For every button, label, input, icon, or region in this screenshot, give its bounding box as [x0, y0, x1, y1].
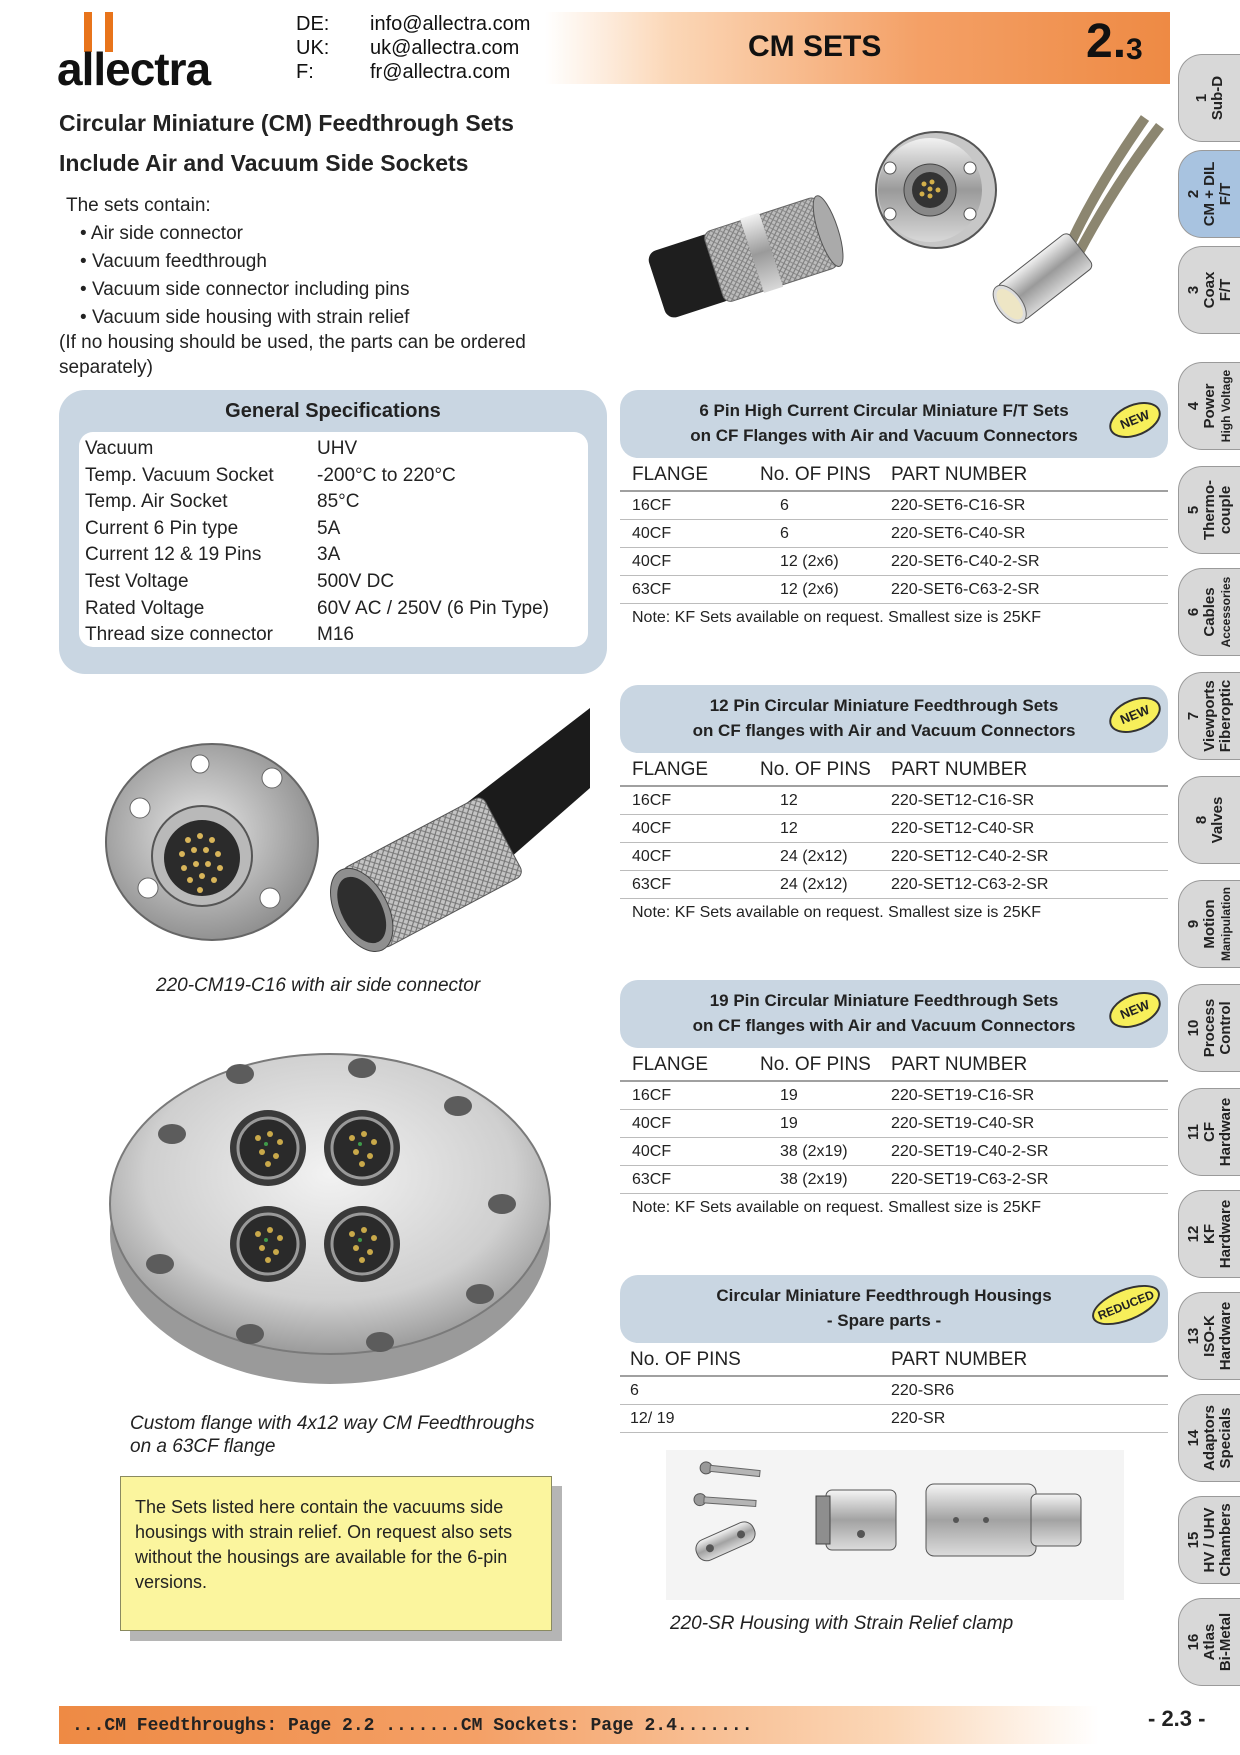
cell-part: 220-SET12-C40-SR: [891, 819, 1035, 837]
col-pins: No. OF PINS: [760, 1054, 871, 1075]
spec-row: [85, 489, 588, 516]
cell-pins: 38 (2x19): [780, 1170, 848, 1188]
col-part: PART NUMBER: [891, 1054, 1028, 1075]
section-number-major: 2.: [1086, 15, 1127, 68]
table-row: [620, 1377, 1168, 1405]
spec-value: -200°C to 220°C: [317, 464, 456, 486]
cell-part: 220-SET6-C63-2-SR: [891, 580, 1040, 598]
contact-email[interactable]: fr@allectra.com: [370, 61, 511, 83]
side-tab-coax[interactable]: [1178, 246, 1240, 334]
tab-number: 9: [1184, 919, 1202, 929]
table-row: [620, 1405, 1168, 1433]
cell-flange: 40CF: [632, 1142, 672, 1160]
allectra-logo: [57, 12, 257, 95]
intro-note: (If no housing should be used, the parts can be ordered separately): [59, 332, 526, 378]
spec-row: [85, 622, 588, 649]
tab-title: Process: [1200, 998, 1218, 1058]
tab-number: 7: [1184, 711, 1202, 721]
tab-title: Cables: [1200, 587, 1218, 637]
cell-pins: 38 (2x19): [780, 1142, 848, 1160]
side-tab-process-control[interactable]: [1178, 984, 1240, 1072]
side-tab-sub-d[interactable]: [1178, 54, 1240, 142]
spec-value: UHV: [317, 438, 358, 459]
specs-title: General Specifications: [225, 400, 441, 422]
tab-label: [1186, 887, 1234, 961]
tab-number: 13: [1184, 1327, 1202, 1345]
table-title-line: 6 Pin High Current Circular Miniature F/T Sets: [699, 401, 1069, 420]
table-row: [620, 1082, 1168, 1110]
tab-label: [1186, 162, 1234, 227]
table-header-row: [620, 1048, 1168, 1082]
table-row: [620, 1110, 1168, 1138]
table-row: [620, 576, 1168, 604]
contact-label: UK:: [296, 37, 330, 59]
tab-label: [1186, 272, 1234, 309]
side-tab-cf-hardware[interactable]: [1178, 1088, 1240, 1176]
cell-flange: 40CF: [632, 819, 672, 837]
side-tab-adaptors[interactable]: [1178, 1394, 1240, 1482]
contact-de: [296, 12, 530, 36]
table-row: [620, 843, 1168, 871]
tab-subtitle: Hardware: [1216, 1199, 1234, 1269]
tab-subtitle: couple: [1216, 485, 1234, 535]
col-part: PART NUMBER: [891, 759, 1028, 780]
cell-flange: 63CF: [632, 875, 672, 893]
col-pins: No. OF PINS: [760, 464, 871, 485]
table-title-line: on CF Flanges with Air and Vacuum Connectors: [690, 426, 1078, 445]
kf-note: Note: KF Sets available on request. Smallest size is 25KF: [632, 1199, 1042, 1216]
tab-subtitle: Specials: [1216, 1407, 1234, 1469]
side-tab-chambers[interactable]: [1178, 1496, 1240, 1584]
spec-row: [85, 596, 588, 623]
tab-number: 15: [1184, 1531, 1202, 1549]
cm-set-photo: [640, 108, 1170, 348]
caption-line: Custom flange with 4x12 way CM Feedthroughs: [130, 1413, 535, 1434]
cell-pins: 6: [780, 496, 789, 514]
cell-part: 220-SET6-C16-SR: [891, 496, 1026, 514]
cell-part: 220-SR: [891, 1409, 946, 1427]
table-row: [620, 1138, 1168, 1166]
table-title-line: 12 Pin Circular Miniature Feedthrough Sets: [709, 696, 1059, 715]
section-title: CM SETS: [748, 30, 882, 63]
col-flange: FLANGE: [632, 1054, 709, 1075]
tab-title: Sub-D: [1208, 75, 1226, 121]
cell-pins: 12: [780, 819, 798, 837]
contact-fr: [296, 60, 530, 84]
general-specifications-panel: [59, 390, 607, 674]
page-title-line2: Include Air and Vacuum Side Sockets: [59, 150, 469, 176]
table-title-line: on CF flanges with Air and Vacuum Connectors: [692, 1016, 1076, 1035]
tab-title: Adaptors: [1200, 1405, 1218, 1471]
table-header-row: [620, 753, 1168, 787]
table-housings: [620, 1343, 1168, 1433]
cell-pins: 6: [630, 1381, 639, 1399]
caption-line: on a 63CF flange: [130, 1436, 276, 1457]
intro-lead: The sets contain:: [66, 195, 211, 216]
tab-title: Atlas: [1200, 1623, 1218, 1661]
cell-pins: 24 (2x12): [780, 875, 848, 893]
col-flange: FLANGE: [632, 759, 709, 780]
cell-flange: 16CF: [632, 791, 672, 809]
new-badge: NEW: [1104, 395, 1166, 445]
tab-title: KF: [1200, 1224, 1218, 1244]
side-tab-kf-hardware[interactable]: [1178, 1190, 1240, 1278]
table-housings-header: [620, 1275, 1168, 1343]
custom-flange-photo: [100, 1024, 560, 1408]
intro-bullets: [80, 220, 410, 332]
table-row: [620, 871, 1168, 899]
tab-label: [1186, 1405, 1234, 1471]
table-title: [620, 1283, 1168, 1333]
cm19-flange-illustration: [100, 708, 590, 970]
col-part: PART NUMBER: [891, 464, 1028, 485]
housing-illustration: [666, 1450, 1124, 1600]
section-number: [1086, 14, 1143, 69]
tab-number: 2: [1184, 189, 1202, 199]
tab-number: 1: [1192, 93, 1210, 103]
table-row: [620, 1166, 1168, 1194]
tab-label: [1186, 1098, 1234, 1166]
contact-email[interactable]: info@allectra.com: [370, 13, 531, 35]
tab-number: 4: [1184, 401, 1202, 411]
spec-key: Thread size connector: [85, 624, 273, 646]
list-item: • Vacuum side housing with strain relief: [80, 304, 410, 332]
tab-number: 12: [1184, 1225, 1202, 1243]
cell-flange: 40CF: [632, 1114, 672, 1132]
table-row: [620, 520, 1168, 548]
table-title: [620, 693, 1168, 743]
cell-pins: 12 (2x6): [780, 580, 839, 598]
tab-number: 14: [1184, 1429, 1202, 1447]
tab-number: 3: [1184, 285, 1202, 295]
table-12pin-header: [620, 685, 1168, 753]
table-6pin-header: [620, 390, 1168, 458]
table-header-row: [620, 1343, 1168, 1377]
tab-subtitle: F/T: [1216, 182, 1234, 206]
cell-pins: 19: [780, 1086, 798, 1104]
custom-flange-illustration: [100, 1024, 560, 1408]
tab-title: ISO-K: [1200, 1315, 1218, 1357]
tab-subtitle: Hardware: [1216, 1301, 1234, 1371]
cell-part: 220-SET6-C40-SR: [891, 524, 1026, 542]
new-badge: NEW: [1104, 690, 1166, 740]
spec-value: M16: [317, 624, 354, 646]
col-pins: No. OF PINS: [760, 759, 871, 780]
col-flange: FLANGE: [632, 464, 709, 485]
table-title-line: on CF flanges with Air and Vacuum Connectors: [692, 721, 1076, 740]
cm19-photo-caption: 220-CM19-C16 with air side connector: [156, 975, 481, 996]
logo-text: allectra: [57, 43, 211, 95]
table-19pin-header: [620, 980, 1168, 1048]
cell-part: 220-SET19-C40-2-SR: [891, 1142, 1049, 1160]
cell-flange: 63CF: [632, 580, 672, 598]
spec-value: 5A: [317, 517, 341, 539]
tab-label: [1186, 480, 1234, 540]
spec-key: Current 12 & 19 Pins: [85, 544, 262, 566]
table-title: [620, 988, 1168, 1038]
side-tab-motion[interactable]: [1178, 880, 1240, 968]
table-title: [620, 398, 1168, 448]
footer-cross-references[interactable]: ...CM Feedthroughs: Page 2.2 .......CM Sockets: Page 2.4.......: [72, 1716, 753, 1736]
tab-subtitle: Accessories: [1218, 576, 1233, 648]
contact-label: DE:: [296, 13, 330, 35]
cell-part: 220-SET19-C63-2-SR: [891, 1170, 1049, 1188]
custom-flange-caption: [130, 1412, 534, 1458]
tab-title: Thermo-: [1200, 480, 1218, 540]
tab-title: Coax: [1200, 271, 1218, 309]
page-number: - 2.3 -: [1148, 1706, 1206, 1731]
specs-table: [79, 432, 588, 647]
cm19-flange-photo: [100, 708, 590, 970]
spec-key: Temp. Vacuum Socket: [85, 464, 274, 486]
spec-key: Vacuum: [85, 438, 154, 459]
tab-label: [1186, 1302, 1234, 1370]
cell-flange: 16CF: [632, 496, 672, 514]
tab-label: [1194, 76, 1226, 120]
table-row: [620, 815, 1168, 843]
tab-label: [1186, 680, 1234, 753]
housing-caption: 220-SR Housing with Strain Relief clamp: [670, 1613, 1014, 1634]
tab-label: [1186, 999, 1234, 1057]
tab-number: 11: [1184, 1124, 1202, 1140]
spec-row: [85, 436, 588, 463]
cell-pins: 24 (2x12): [780, 847, 848, 865]
housing-photo: [666, 1450, 1124, 1600]
side-tab-valves[interactable]: [1178, 776, 1240, 864]
cell-pins: 12: [780, 791, 798, 809]
tab-subtitle: F/T: [1216, 278, 1234, 302]
spec-row: [85, 516, 588, 543]
col-pins: No. OF PINS: [630, 1349, 741, 1370]
spec-key: Rated Voltage: [85, 597, 205, 619]
cell-flange: 40CF: [632, 524, 672, 542]
side-tab-power[interactable]: [1178, 362, 1240, 450]
spec-row: [85, 569, 588, 596]
col-part: PART NUMBER: [891, 1349, 1028, 1370]
tab-label: [1194, 797, 1226, 844]
tab-label: [1186, 1613, 1234, 1671]
tab-subtitle: Chambers: [1216, 1503, 1234, 1577]
contact-email[interactable]: uk@allectra.com: [370, 37, 520, 59]
tab-number: 6: [1184, 607, 1202, 617]
side-tab-viewports[interactable]: [1178, 672, 1240, 760]
tab-number: 16: [1184, 1633, 1202, 1651]
table-header-row: [620, 458, 1168, 492]
cell-pins: 19: [780, 1114, 798, 1132]
tab-subtitle: Control: [1216, 1001, 1234, 1055]
table-6pin: [620, 458, 1168, 632]
side-tab-atlas[interactable]: [1178, 1598, 1240, 1686]
reduced-badge: REDUCED: [1087, 1277, 1166, 1334]
tab-title: Valves: [1208, 796, 1226, 844]
cell-part: 220-SR6: [891, 1381, 955, 1399]
page-title-line1: Circular Miniature (CM) Feedthrough Sets: [59, 110, 514, 136]
table-title-line: - Spare parts -: [826, 1311, 942, 1330]
side-tab-iso-k[interactable]: [1178, 1292, 1240, 1380]
tab-title: Power: [1200, 383, 1218, 429]
tab-label: [1186, 1200, 1234, 1268]
cell-part: 220-SET19-C40-SR: [891, 1114, 1035, 1132]
contact-list: [296, 12, 530, 84]
list-item: • Vacuum side connector including pins: [80, 276, 410, 304]
table-title-line: 19 Pin Circular Miniature Feedthrough Sets: [709, 991, 1059, 1010]
table-12pin: [620, 753, 1168, 927]
new-badge: NEW: [1104, 985, 1166, 1035]
tab-title: CM + DIL: [1200, 161, 1218, 227]
tab-title: Motion: [1200, 899, 1218, 949]
tab-title: Viewports: [1200, 680, 1218, 752]
spec-key: Test Voltage: [85, 570, 189, 592]
tab-number: 8: [1192, 815, 1210, 825]
spec-value: 3A: [317, 544, 341, 566]
cell-part: 220-SET12-C63-2-SR: [891, 875, 1049, 893]
tab-subtitle: Manipulation: [1218, 887, 1233, 961]
kf-note: Note: KF Sets available on request. Smallest size is 25KF: [632, 609, 1042, 626]
tab-subtitle: Bi-Metal: [1216, 1612, 1234, 1672]
spec-row: [85, 463, 588, 490]
contact-uk: [296, 36, 530, 60]
tab-subtitle: Hardware: [1216, 1097, 1234, 1167]
tab-label: [1186, 370, 1234, 442]
table-19pin: [620, 1048, 1168, 1222]
cell-part: 220-SET12-C16-SR: [891, 791, 1035, 809]
cell-flange: 40CF: [632, 847, 672, 865]
cm-set-illustration: [640, 108, 1170, 348]
contact-label: F:: [296, 61, 314, 83]
spec-key: Current 6 Pin type: [85, 517, 239, 539]
table-title-line: Circular Miniature Feedthrough Housings: [716, 1286, 1052, 1305]
table-row: [620, 787, 1168, 815]
tab-title: CF: [1200, 1122, 1218, 1142]
side-tab-thermocouple[interactable]: [1178, 466, 1240, 554]
table-row: [620, 548, 1168, 576]
tab-number: 5: [1184, 505, 1202, 515]
tab-label: [1186, 1503, 1234, 1576]
cell-pins: 12 (2x6): [780, 552, 839, 570]
list-item: • Air side connector: [80, 220, 410, 248]
cell-part: 220-SET12-C40-2-SR: [891, 847, 1049, 865]
tab-subtitle: High Voltage: [1218, 369, 1233, 443]
spec-value: 60V AC / 250V (6 Pin Type): [317, 597, 550, 619]
intro-text: [66, 192, 410, 332]
cell-part: 220-SET6-C40-2-SR: [891, 552, 1040, 570]
spec-key: Temp. Air Socket: [85, 491, 228, 513]
kf-note: Note: KF Sets available on request. Smallest size is 25KF: [632, 904, 1042, 921]
tab-number: 10: [1184, 1019, 1202, 1037]
tab-title: HV / UHV: [1200, 1507, 1218, 1573]
spec-value: 500V DC: [317, 570, 395, 592]
cell-flange: 63CF: [632, 1170, 672, 1188]
cell-pins: 6: [780, 524, 789, 542]
cell-pins: 12/ 19: [630, 1409, 675, 1427]
list-item: • Vacuum feedthrough: [80, 248, 410, 276]
spec-value: 85°C: [317, 491, 360, 513]
tab-subtitle: Fiberoptic: [1216, 679, 1234, 753]
spec-row: [85, 542, 588, 569]
side-tab-cm-dil[interactable]: [1178, 150, 1240, 238]
section-number-minor: 3: [1126, 33, 1143, 66]
tab-label: [1186, 577, 1234, 648]
cell-flange: 40CF: [632, 552, 672, 570]
cell-flange: 16CF: [632, 1086, 672, 1104]
cell-part: 220-SET19-C16-SR: [891, 1086, 1035, 1104]
table-row: [620, 492, 1168, 520]
sets-info-note: The Sets listed here contain the vacuums side housings with strain relief. On request also sets without the housings are available for the 6-pin versions.: [120, 1476, 552, 1631]
side-tab-cables[interactable]: [1178, 568, 1240, 656]
